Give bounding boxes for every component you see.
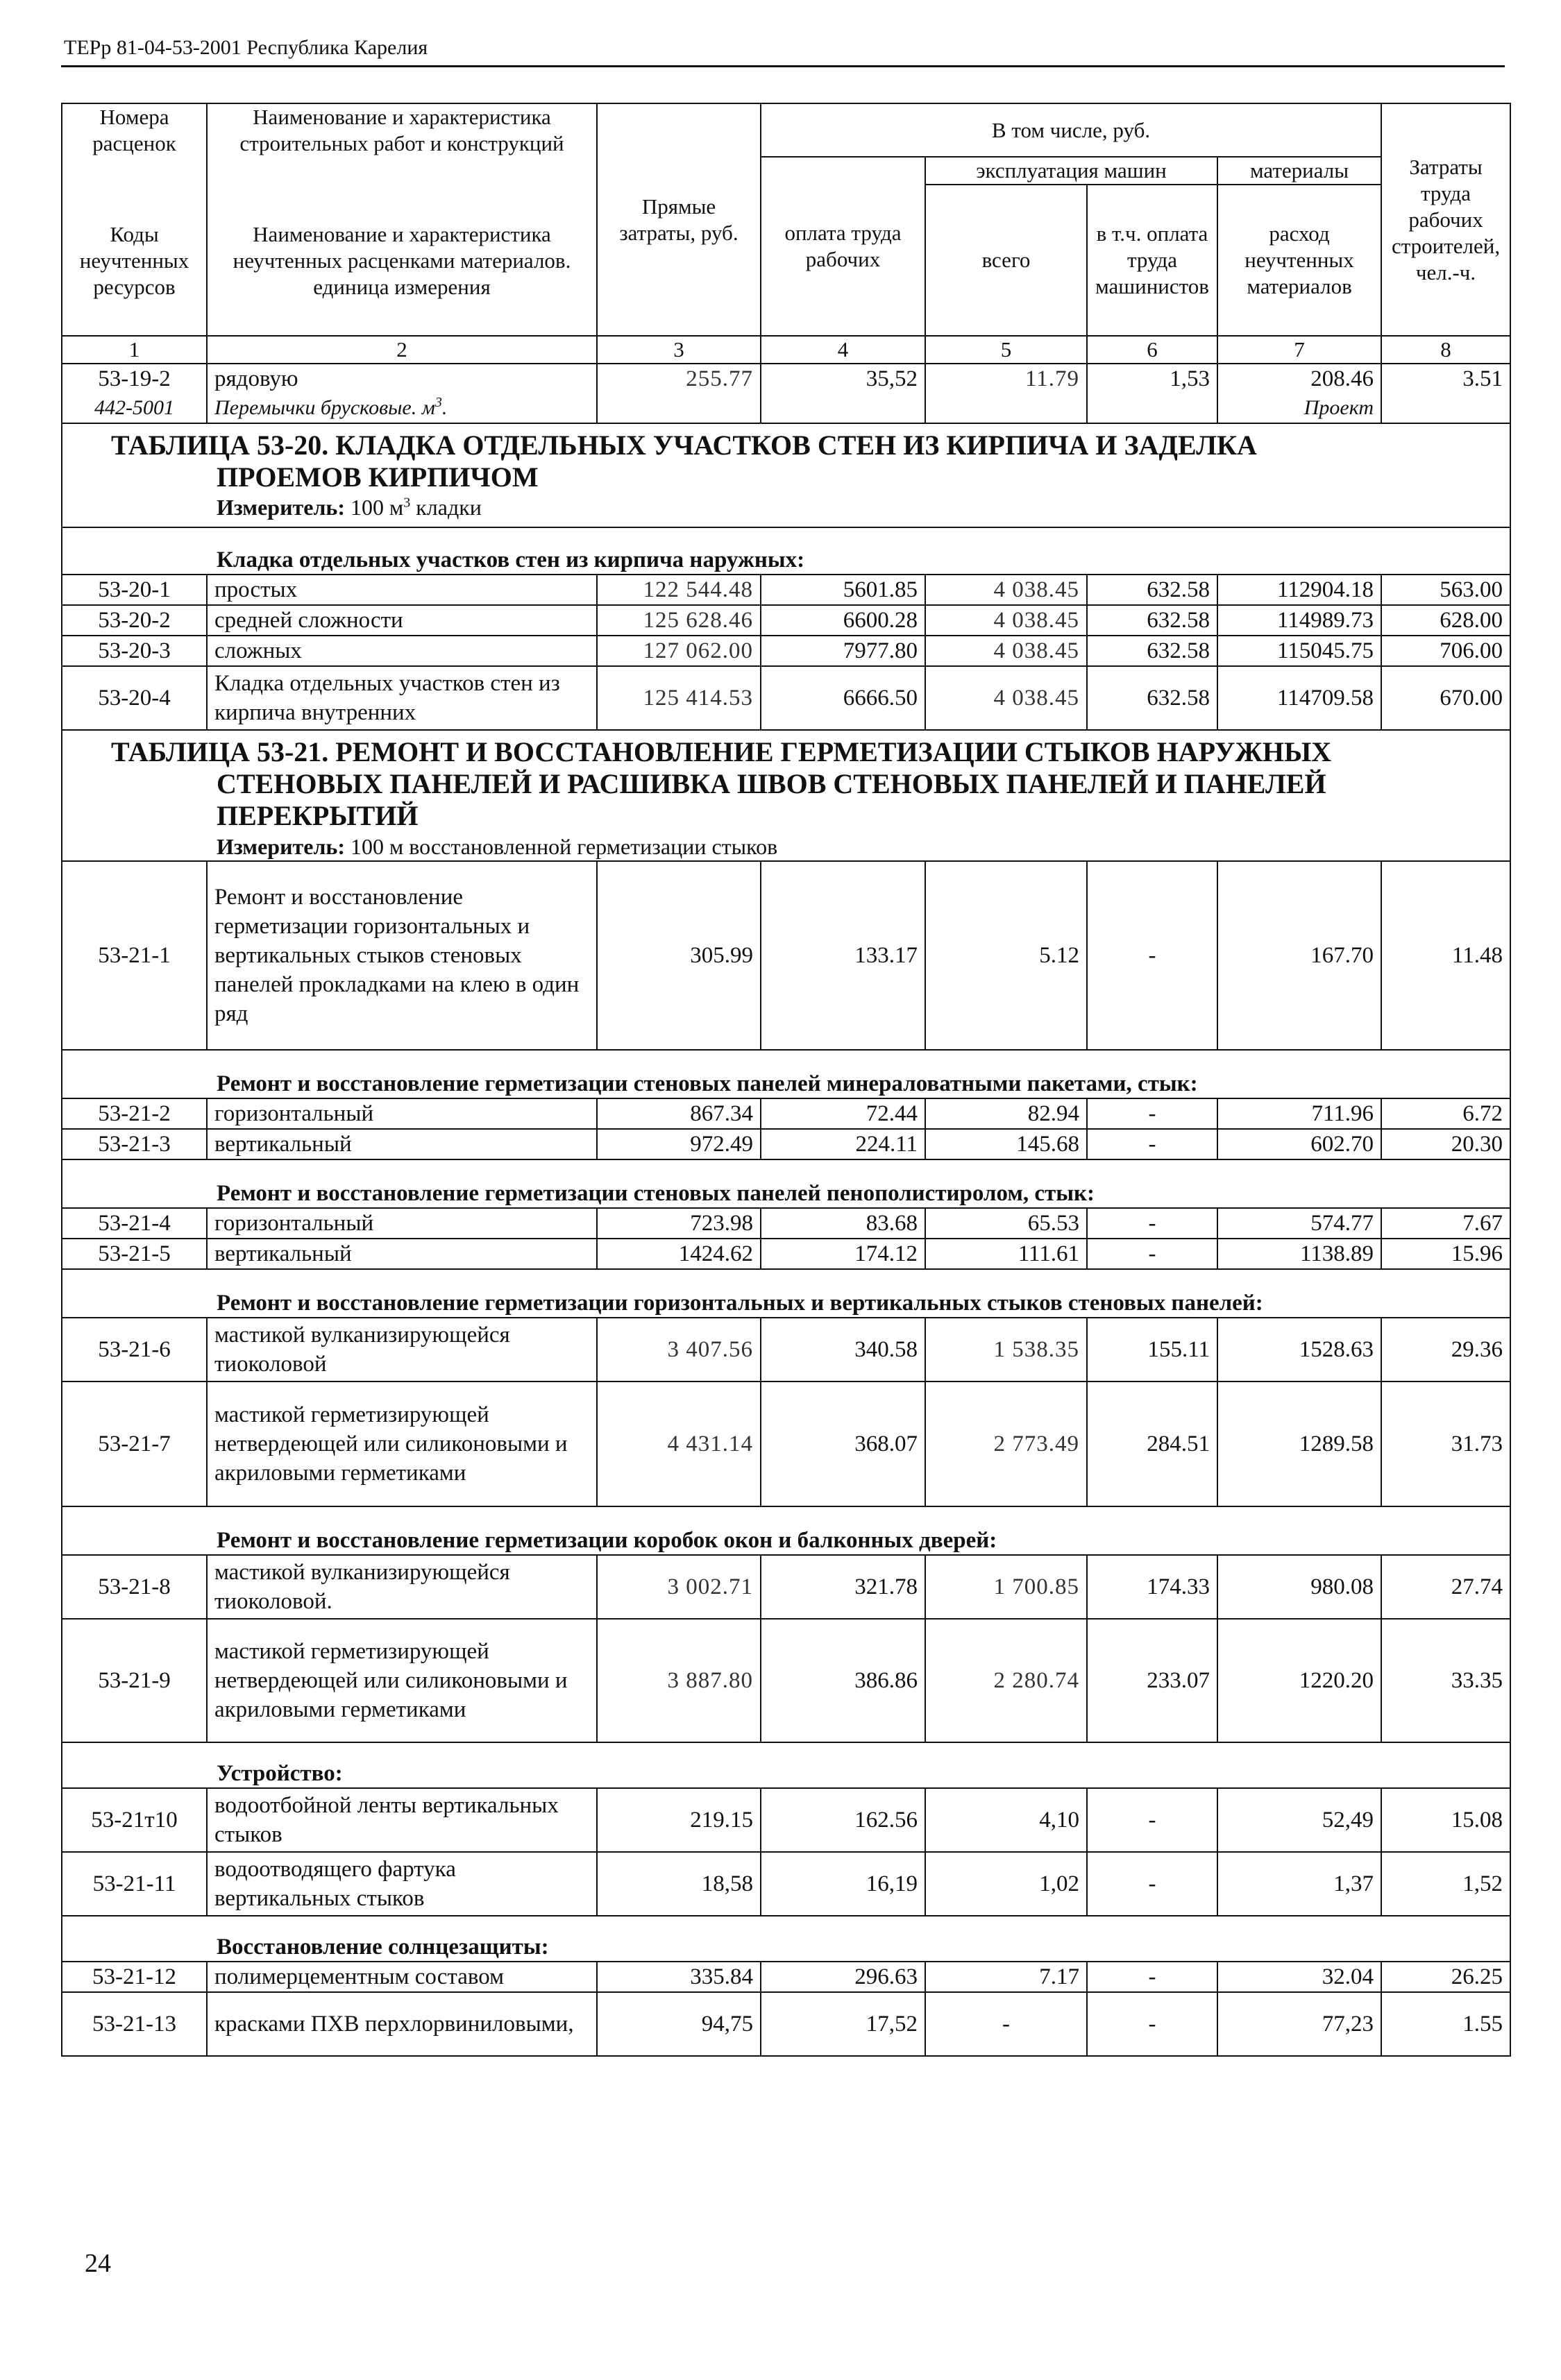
table-row [62,1555,1510,1619]
row-labor: 6600.28 [761,605,925,636]
row-mat: 980.08 [1217,1555,1381,1619]
row-direct: 3 887.80 [597,1619,761,1742]
row-name: Кладка отдельных участков стен из кирпича внутренних [207,666,597,730]
row-labor: 35,52 [761,364,925,423]
row-labor: 16,19 [761,1852,925,1916]
row-direct: 3 407.56 [597,1318,761,1382]
row-name: горизонтальный [207,1208,597,1239]
hdr-num: 7 [1217,336,1381,364]
row-name: рядовую [207,364,597,393]
hdr-col6: в т.ч. оплата труда машинистов [1087,185,1217,336]
row-name: горизонтальный [207,1098,597,1129]
row-name: средней сложности [207,605,597,636]
row-mach-labor: - [1087,1239,1217,1269]
row-mach-labor: - [1087,861,1217,1050]
table-row [62,364,1510,393]
table-row [62,1129,1510,1159]
resource-name: Перемычки брусковые. $м^3$. [207,393,597,423]
table-row [62,1992,1510,2056]
row-code: 53-21-13 [62,1992,207,2056]
row-mach: 11.79 [925,364,1087,423]
row-mat: 167.70 [1217,861,1381,1050]
group-heading: Восстановление солнцезащиты: [62,1916,1510,1962]
row-hours: 29.36 [1381,1318,1510,1382]
row-hours: 27.74 [1381,1555,1510,1619]
row-direct: 122 544.48 [597,575,761,605]
row-name: полимерцементным составом [207,1962,597,1992]
table-row [62,1619,1510,1742]
section-meter: Измеритель: 100 м восстановленной герметизации стыков [62,832,1510,861]
hdr-num: 6 [1087,336,1217,364]
row-mach-labor: 174.33 [1087,1555,1217,1619]
section-title-line: СТЕНОВЫХ ПАНЕЛЕЙ И РАСШИВКА ШВОВ СТЕНОВЫХ ПАНЕЛЕЙ И ПАНЕЛЕЙ [217,768,1326,799]
row-code: 53-21-3 [62,1129,207,1159]
row-code: 53-20-2 [62,605,207,636]
price-table-sheet [61,103,1510,2057]
row-name: мастикой вулканизирующейся тиоколовой [207,1318,597,1382]
table-row [62,575,1510,605]
row-mach-labor: - [1087,1962,1217,1992]
row-labor: 6666.50 [761,666,925,730]
row-name: вертикальный [207,1239,597,1269]
row-code: 53-20-4 [62,666,207,730]
row-mach-labor: - [1087,1852,1217,1916]
row-hours: 706.00 [1381,636,1510,666]
row-hours: 33.35 [1381,1619,1510,1742]
group-heading: Ремонт и восстановление герметизации стеновых панелей пенополистиролом, стык: [62,1159,1510,1208]
table-row [62,1852,1510,1916]
group-heading: Кладка отдельных участков стен из кирпича наружных: [62,527,1510,575]
row-mach-labor: 632.58 [1087,636,1217,666]
section-title-line: ПРОЕМОВ КИРПИЧОМ [217,461,539,493]
section-title [62,730,1510,832]
row-mat: 1289.58 [1217,1382,1381,1506]
row-hours: 15.96 [1381,1239,1510,1269]
row-mat: 32.04 [1217,1962,1381,1992]
row-labor: 368.07 [761,1382,925,1506]
hdr-num: 4 [761,336,925,364]
row-labor: 5601.85 [761,575,925,605]
row-name: вертикальный [207,1129,597,1159]
row-code: 53-21-2 [62,1098,207,1129]
row-mach: - [925,1992,1087,2056]
row-labor: 340.58 [761,1318,925,1382]
group-heading: Ремонт и восстановление герметизации коробок окон и балконных дверей: [62,1506,1510,1555]
table-row [62,1098,1510,1129]
table-row [62,636,1510,666]
row-mach: 5.12 [925,861,1087,1050]
row-mach: 145.68 [925,1129,1087,1159]
row-mach: 4,10 [925,1788,1087,1852]
hdr-numbers [62,336,1510,364]
section-title [62,423,1510,493]
row-code: 53-21т10 [62,1788,207,1852]
row-mat: 711.96 [1217,1098,1381,1129]
price-table [61,103,1511,2057]
page-header: ТЕРр 81-04-53-2001 Республика Карелия [64,36,428,59]
row-hours: 1,52 [1381,1852,1510,1916]
row-mat: 574.77 [1217,1208,1381,1239]
row-code: 53-21-4 [62,1208,207,1239]
row-name: мастикой вулканизирующейся тиоколовой. [207,1555,597,1619]
section-title-line: ТАБЛИЦА 53-21. РЕМОНТ И ВОССТАНОВЛЕНИЕ ГЕРМЕТИЗАЦИИ СТЫКОВ НАРУЖНЫХ [111,736,1332,767]
hdr-num: 1 [62,336,207,364]
group-heading: Ремонт и восстановление герметизации горизонтальных и вертикальных стыков стеновых панелей: [62,1269,1510,1318]
row-hours: 563.00 [1381,575,1510,605]
hdr-machines: эксплуатация машин [925,157,1217,185]
hdr-col2-top: Наименование и характеристика строительных работ и конструкций [207,103,597,157]
row-labor: 72.44 [761,1098,925,1129]
hdr-col5: всего [925,185,1087,336]
row-direct: 94,75 [597,1992,761,2056]
row-mat: 602.70 [1217,1129,1381,1159]
section-title-line: ПЕРЕКРЫТИЙ [217,800,419,831]
row-name: мастикой герметизирующей нетвердеющей или силиконовыми и акриловыми герметиками [207,1382,597,1506]
group-heading: Ремонт и восстановление герметизации стеновых панелей минераловатными пакетами, стык: [62,1050,1510,1098]
row-code: 53-21-11 [62,1852,207,1916]
section-title-53-20 [62,423,1510,493]
row-mach: 4 038.45 [925,605,1087,636]
row-labor: 133.17 [761,861,925,1050]
row-mach: 82.94 [925,1098,1087,1129]
row-mach: 4 038.45 [925,636,1087,666]
table-row [62,861,1510,1050]
section-title-53-21 [62,730,1510,832]
table-row [62,1788,1510,1852]
row-code: 53-21-8 [62,1555,207,1619]
row-mach: 1,02 [925,1852,1087,1916]
row-hours: 6.72 [1381,1098,1510,1129]
table-row [62,1382,1510,1506]
row-mach: 111.61 [925,1239,1087,1269]
row-name: красками ПХВ перхлорвиниловыми, [207,1992,597,2056]
hdr-col1-bottom: Коды неучтенных ресурсов [62,157,207,336]
page-number: 24 [85,2249,111,2278]
resource-code: 442-5001 [62,393,207,423]
row-labor: 7977.80 [761,636,925,666]
row-mat: 208.46 [1217,364,1381,393]
row-mat: 114989.73 [1217,605,1381,636]
hdr-col7: расход неучтенных материалов [1217,185,1381,336]
row-mat: 115045.75 [1217,636,1381,666]
header-rule [61,65,1505,67]
row-hours: 20.30 [1381,1129,1510,1159]
row-hours: 11.48 [1381,861,1510,1050]
row-direct: 1424.62 [597,1239,761,1269]
table-row [62,1318,1510,1382]
row-labor: 17,52 [761,1992,925,2056]
row-mat: 1138.89 [1217,1239,1381,1269]
hdr-num: 3 [597,336,761,364]
row-name: водоотводящего фартука вертикальных стыков [207,1852,597,1916]
row-direct: 4 431.14 [597,1382,761,1506]
row-name: простых [207,575,597,605]
row-direct: 127 062.00 [597,636,761,666]
hdr-col4: оплата труда рабочих [761,157,925,336]
row-hours: 26.25 [1381,1962,1510,1992]
row-direct: 219.15 [597,1788,761,1852]
row-mat: 1220.20 [1217,1619,1381,1742]
row-labor: 83.68 [761,1208,925,1239]
table-row [62,605,1510,636]
row-mat: 52,49 [1217,1788,1381,1852]
row-mat: 1528.63 [1217,1318,1381,1382]
row-hours: 31.73 [1381,1382,1510,1506]
row-mach: 4 038.45 [925,666,1087,730]
hdr-col2-bottom: Наименование и характеристика неучтенных расценками материалов. единица измерения [207,157,597,336]
table-row [62,1962,1510,1992]
row-labor: 174.12 [761,1239,925,1269]
row-code: 53-21-6 [62,1318,207,1382]
row-labor: 386.86 [761,1619,925,1742]
row-mat: 1,37 [1217,1852,1381,1916]
row-mach: 1 700.85 [925,1555,1087,1619]
row-labor: 321.78 [761,1555,925,1619]
row-hours: 1.55 [1381,1992,1510,2056]
row-labor: 162.56 [761,1788,925,1852]
hdr-col1-top: Номера расценок [62,103,207,157]
row-code: 53-21-9 [62,1619,207,1742]
hdr-num: 2 [207,336,597,364]
hdr-num: 5 [925,336,1087,364]
row-direct: 972.49 [597,1129,761,1159]
row-code: 53-21-5 [62,1239,207,1269]
row-mach-labor: 1,53 [1087,364,1217,423]
row-code: 53-20-3 [62,636,207,666]
row-hours: 7.67 [1381,1208,1510,1239]
row-mat: 114709.58 [1217,666,1381,730]
row-direct: 3 002.71 [597,1555,761,1619]
row-code: 53-21-7 [62,1382,207,1506]
row-hours: 15.08 [1381,1788,1510,1852]
row-code: 53-21-1 [62,861,207,1050]
row-mat: 77,23 [1217,1992,1381,2056]
row-hours: 3.51 [1381,364,1510,423]
row-labor: 224.11 [761,1129,925,1159]
row-name: Ремонт и восстановление герметизации горизонтальных и вертикальных стыков стеновых панелей прокладками на клею в один ряд [207,861,597,1050]
row-direct: 255.77 [597,364,761,423]
row-mach: 7.17 [925,1962,1087,1992]
row-mach: 2 280.74 [925,1619,1087,1742]
row-mach-labor: 284.51 [1087,1382,1217,1506]
row-code: 53-21-12 [62,1962,207,1992]
row-mach-labor: - [1087,1208,1217,1239]
row-mach-labor: - [1087,1098,1217,1129]
row-code: 53-20-1 [62,575,207,605]
hdr-col8: Затраты труда рабочих строителей, чел.-ч. [1381,103,1510,336]
row-direct: 305.99 [597,861,761,1050]
row-name: сложных [207,636,597,666]
row-mach-labor: - [1087,1788,1217,1852]
row-direct: 723.98 [597,1208,761,1239]
hdr-incl: В том числе, руб. [761,103,1381,157]
row-mat: 112904.18 [1217,575,1381,605]
row-mach-labor: 233.07 [1087,1619,1217,1742]
row-mach: 4 038.45 [925,575,1087,605]
row-mach-labor: 155.11 [1087,1318,1217,1382]
row-direct: 125 414.53 [597,666,761,730]
row-mach: 65.53 [925,1208,1087,1239]
row-hours: 670.00 [1381,666,1510,730]
section-meter: Измеритель: 100 $м^3$ кладки [62,493,1510,527]
row-direct: 335.84 [597,1962,761,1992]
table-row [62,666,1510,730]
hdr-num: 8 [1381,336,1510,364]
row-name: водоотбойной ленты вертикальных стыков [207,1788,597,1852]
row-labor: 296.63 [761,1962,925,1992]
row-mach-labor: 632.58 [1087,666,1217,730]
group-heading: Устройство: [62,1742,1510,1788]
hdr-materials: материалы [1217,157,1381,185]
row-name: мастикой герметизирующей нетвердеющей или силиконовыми и акриловыми герметиками [207,1619,597,1742]
resource-mat: Проект [1217,393,1381,423]
row-direct: 867.34 [597,1098,761,1129]
hdr-col3: Прямые затраты, руб. [597,103,761,336]
row-mach-labor: 632.58 [1087,575,1217,605]
row-code: 53-19-2 [62,364,207,393]
row-hours: 628.00 [1381,605,1510,636]
row-mach: 1 538.35 [925,1318,1087,1382]
row-mach-labor: 632.58 [1087,605,1217,636]
row-mach-labor: - [1087,1992,1217,2056]
row-direct: 18,58 [597,1852,761,1916]
row-mach-labor: - [1087,1129,1217,1159]
row-mach: 2 773.49 [925,1382,1087,1506]
row-direct: 125 628.46 [597,605,761,636]
section-title-line: ТАБЛИЦА 53-20. КЛАДКА ОТДЕЛЬНЫХ УЧАСТКОВ СТЕН ИЗ КИРПИЧА И ЗАДЕЛКА [111,430,1257,461]
table-row [62,1208,1510,1239]
table-row [62,1239,1510,1269]
